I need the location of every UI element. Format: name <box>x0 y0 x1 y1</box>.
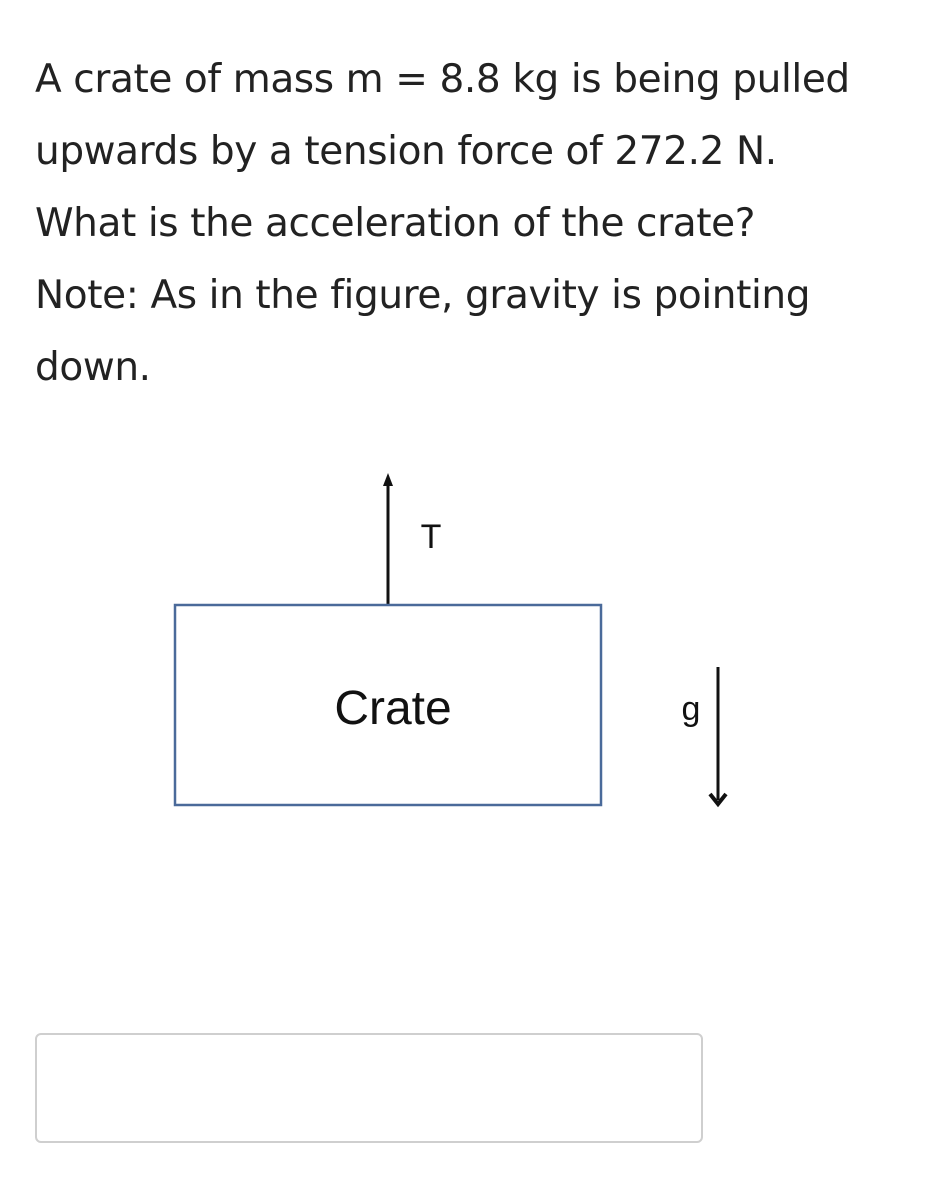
question-line: Note: As in the figure, gravity is pointing <box>35 273 811 318</box>
crate-label: Crate <box>334 682 452 735</box>
gravity-label: g <box>681 690 701 728</box>
answer-input[interactable] <box>35 1033 703 1143</box>
question-line: A crate of mass m = 8.8 kg is being pulled <box>35 57 850 102</box>
tension-label: T <box>420 518 442 556</box>
question-line: upwards by a tension force of 272.2 N. <box>35 129 777 174</box>
arrow-up-icon <box>383 473 393 604</box>
arrow-down-icon <box>710 667 726 804</box>
question-line: down. <box>35 345 151 390</box>
question-line: What is the acceleration of the crate? <box>35 201 756 246</box>
